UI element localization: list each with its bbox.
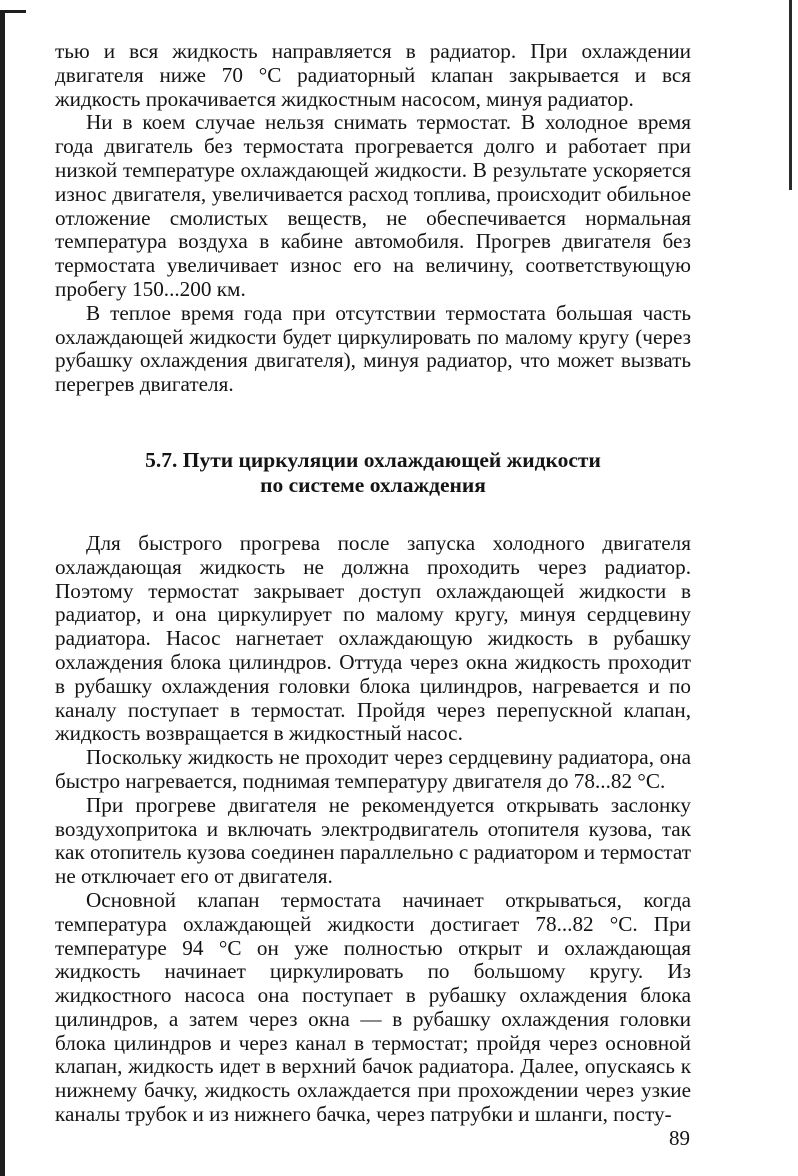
paragraph-heating: Поскольку жидкость не проходит через сердцевину радиатора, она быстро нагревается, поднимая температуру двигателя до 78...82 °C.: [55, 745, 691, 793]
paragraph-heater-warning: При прогреве двигателя не рекомендуется открывать заслонку воздухопритока и включать электродвигатель отопителя кузова, так как отопитель кузова соединен параллельно с радиатором и термостат не отключает его от двигателя.: [55, 792, 691, 889]
section-heading: [55, 448, 691, 498]
paragraph-main-valve: Основной клапан термостата начинает открываться, когда температура охлаждающей жидкости достигает 78...82 °C. При температуре 94 °C он уже полностью открыт и охлаждающая жидкость начинает циркулировать по большому кругу. Из жидкостного насоса она поступает в рубашку охлаждения блока цилиндров, а затем через окна — в рубашку охлаждения головки блока цилиндров и через канал в термостат; пройдя через основной клапан, жидкость идет в верхний бачок радиатора. Далее, опускаясь к нижнему бачку, жидкость охлаждается при прохождении через узкие каналы трубок и из нижнего бачка, через патрубки и шланги, посту-: [55, 887, 691, 1127]
section-heading-line1: 5.7. Пути циркуляции охлаждающей жидкости: [145, 447, 601, 472]
section-heading-line2: по системе охлаждения: [260, 472, 486, 497]
paragraph-thermostat-removal: Ни в коем случае нельзя снимать термостат. В холодное время года двигатель без термостата прогревается долго и работает при низкой температуре охлаждающей жидкости. В результате ускоряется износ двигателя, увеличивается расход топлива, происходит обильное отложение смолистых веществ, не обеспечивается нормальная температура воздуха в кабине автомобиля. Прогрев двигателя без термостата увеличивает износ его на величину, соответствующую пробегу 150...200 км.: [55, 110, 691, 301]
scan-edge-right: [789, 0, 792, 190]
page-number: 89: [669, 1126, 690, 1150]
paragraph-continuation: тью и вся жидкость направляется в радиатор. При охлаждении двигателя ниже 70 °C радиаторный клапан закрывается и вся жидкость прокачивается жидкостным насосом, минуя радиатор.: [55, 39, 691, 111]
paragraph-fast-warmup: Для быстрого прогрева после запуска холодного двигателя охлаждающая жидкость не должна проходить через радиатор. Поэтому термостат закрывает доступ охлаждающей жидкости в радиатор, и она циркулирует по малому кругу, минуя сердцевину радиатора. Насос нагнетает охлаждающую жидкость в рубашку охлаждения блока цилиндров. Оттуда через окна жидкость проходит в рубашку охлаждения головки блока цилиндров, нагревается и по каналу поступает в термостат. Пройдя через перепускной клапан, жидкость возвращается в жидкостный насос.: [55, 530, 691, 746]
paragraph-warm-season: В теплое время года при отсутствии термостата большая часть охлаждающей жидкости будет циркулировать по малому кругу (через рубашку охлаждения двигателя), минуя радиатор, что может вызвать перегрев двигателя.: [55, 300, 691, 397]
scan-edge-left: [0, 12, 5, 1176]
page-content: [55, 40, 691, 1127]
scan-corner-top: [0, 10, 26, 13]
